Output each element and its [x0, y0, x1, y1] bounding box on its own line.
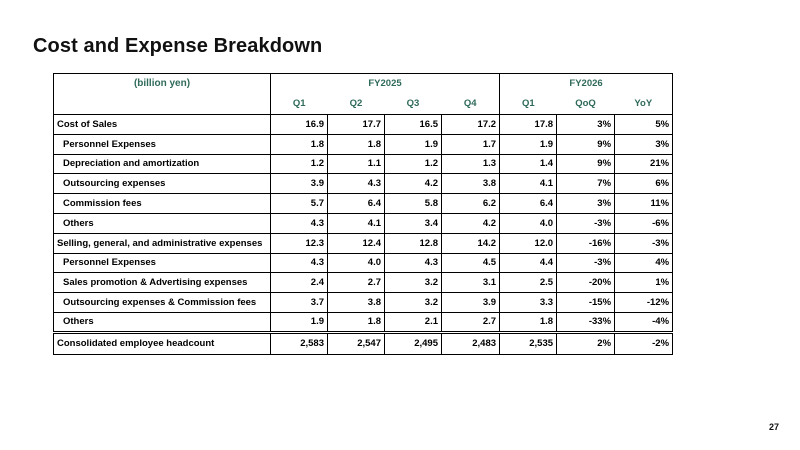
table-cell: 9%: [557, 134, 615, 154]
table-cell: 4.3: [271, 253, 328, 273]
table-cell: 4.0: [500, 213, 557, 233]
table-cell: 4.5: [442, 253, 500, 273]
table-cell: 1.9: [385, 134, 442, 154]
table-cell: 3.4: [385, 213, 442, 233]
table-cell: 3%: [557, 194, 615, 214]
table-cell: 4.1: [328, 213, 385, 233]
column-header: Q1: [500, 94, 557, 115]
table-cell: 3.1: [442, 273, 500, 293]
column-header: QoQ: [557, 94, 615, 115]
row-label: Outsourcing expenses: [54, 174, 271, 194]
table-cell: 3.9: [442, 293, 500, 313]
table-cell: 2.7: [328, 273, 385, 293]
table-cell: -20%: [557, 273, 615, 293]
table-cell: 2,495: [385, 332, 442, 354]
table-cell: 5.7: [271, 194, 328, 214]
table-row: [54, 174, 673, 194]
table-cell: 6.4: [500, 194, 557, 214]
table-cell: -3%: [557, 253, 615, 273]
table-cell: 4.1: [500, 174, 557, 194]
table-cell: 1.8: [500, 312, 557, 332]
table-cell: 17.8: [500, 115, 557, 135]
table-cell: 3.9: [271, 174, 328, 194]
table-cell: 3.2: [385, 293, 442, 313]
page-title: Cost and Expense Breakdown: [33, 35, 323, 57]
fy-group-header: FY2026: [500, 74, 673, 94]
table-cell: 1.8: [271, 134, 328, 154]
table-cell: 2,535: [500, 332, 557, 354]
table-cell: 4.3: [271, 213, 328, 233]
table-cell: 6%: [615, 174, 673, 194]
table-row: [54, 332, 673, 354]
table-row: [54, 115, 673, 135]
row-label: Others: [54, 213, 271, 233]
table-row: [54, 273, 673, 293]
table-row: [54, 312, 673, 332]
table-cell: 1.9: [271, 312, 328, 332]
table-cell: 4%: [615, 253, 673, 273]
table-cell: 1.2: [385, 154, 442, 174]
table-cell: 3.7: [271, 293, 328, 313]
table-cell: 1.7: [442, 134, 500, 154]
table-cell: 3.2: [385, 273, 442, 293]
row-label: Personnel Expenses: [54, 134, 271, 154]
table-cell: 2.4: [271, 273, 328, 293]
table-cell: 2%: [557, 332, 615, 354]
unit-label: (billion yen): [54, 74, 271, 94]
table-cell: 6.4: [328, 194, 385, 214]
table-cell: 1.2: [271, 154, 328, 174]
table-cell: 2.5: [500, 273, 557, 293]
table-cell: 2,547: [328, 332, 385, 354]
table-cell: 4.0: [328, 253, 385, 273]
table-cell: 4.3: [385, 253, 442, 273]
table-cell: -4%: [615, 312, 673, 332]
column-header: Q3: [385, 94, 442, 115]
table-row: [54, 154, 673, 174]
table-row: [54, 253, 673, 273]
column-header: YoY: [615, 94, 673, 115]
table-row: [54, 134, 673, 154]
table-cell: 4.4: [500, 253, 557, 273]
row-label: Outsourcing expenses & Commission fees: [54, 293, 271, 313]
table-cell: 14.2: [442, 233, 500, 253]
table-cell: 4.2: [442, 213, 500, 233]
table-header-row-years: [54, 74, 673, 94]
table-cell: 3.8: [328, 293, 385, 313]
cost-expense-table: [53, 73, 673, 355]
table-cell: -16%: [557, 233, 615, 253]
table-cell: 17.2: [442, 115, 500, 135]
table-cell: 12.4: [328, 233, 385, 253]
row-label: Sales promotion & Advertising expenses: [54, 273, 271, 293]
table-cell: 3.8: [442, 174, 500, 194]
table-cell: -3%: [557, 213, 615, 233]
table-row: [54, 213, 673, 233]
table-cell: 3%: [615, 134, 673, 154]
table-cell: 5%: [615, 115, 673, 135]
table-cell: -3%: [615, 233, 673, 253]
table-cell: 6.2: [442, 194, 500, 214]
table-cell: 2,583: [271, 332, 328, 354]
table-row: [54, 233, 673, 253]
table-cell: 1%: [615, 273, 673, 293]
row-label: Others: [54, 312, 271, 332]
table-cell: 4.3: [328, 174, 385, 194]
table-cell: -33%: [557, 312, 615, 332]
table-cell: 5.8: [385, 194, 442, 214]
row-label: Personnel Expenses: [54, 253, 271, 273]
table-cell: 9%: [557, 154, 615, 174]
table-cell: 2.1: [385, 312, 442, 332]
table-row: [54, 293, 673, 313]
column-header: Q4: [442, 94, 500, 115]
table-cell: 1.4: [500, 154, 557, 174]
column-header: Q2: [328, 94, 385, 115]
row-label: Selling, general, and administrative expenses: [54, 233, 271, 253]
table-cell: 1.8: [328, 312, 385, 332]
page-number: 27: [768, 422, 779, 432]
table-cell: 3%: [557, 115, 615, 135]
fy-group-header: FY2025: [271, 74, 500, 94]
table-cell: 12.3: [271, 233, 328, 253]
row-label: Depreciation and amortization: [54, 154, 271, 174]
table-cell: 12.0: [500, 233, 557, 253]
table-cell: 17.7: [328, 115, 385, 135]
table-cell: 21%: [615, 154, 673, 174]
row-label: Cost of Sales: [54, 115, 271, 135]
table-cell: 1.8: [328, 134, 385, 154]
table-cell: -15%: [557, 293, 615, 313]
table-cell: 4.2: [385, 174, 442, 194]
table-row: [54, 194, 673, 214]
table-cell: 16.5: [385, 115, 442, 135]
table-cell: 2,483: [442, 332, 500, 354]
table-cell: 12.8: [385, 233, 442, 253]
table-cell: -6%: [615, 213, 673, 233]
column-header: Q1: [271, 94, 328, 115]
table-cell: 7%: [557, 174, 615, 194]
table-cell: 1.3: [442, 154, 500, 174]
table-cell: 1.1: [328, 154, 385, 174]
row-label: Consolidated employee headcount: [54, 332, 271, 354]
row-label: Commission fees: [54, 194, 271, 214]
table-cell: 16.9: [271, 115, 328, 135]
header-empty-cell: [54, 94, 271, 115]
table-cell: 2.7: [442, 312, 500, 332]
table-cell: -12%: [615, 293, 673, 313]
table-cell: -2%: [615, 332, 673, 354]
table-cell: 11%: [615, 194, 673, 214]
table-header-row-quarters: [54, 94, 673, 115]
table-cell: 1.9: [500, 134, 557, 154]
table-cell: 3.3: [500, 293, 557, 313]
